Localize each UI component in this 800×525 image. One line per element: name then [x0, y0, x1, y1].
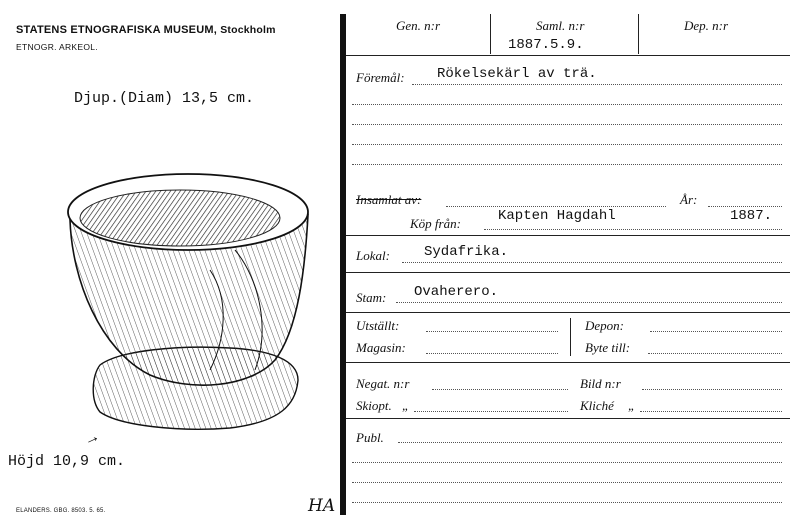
saml-nr-value: 1887.5.9.	[508, 37, 584, 53]
byte-label: Byte till:	[585, 340, 631, 355]
insamlat-dots	[446, 206, 666, 207]
arrow-icon: →	[80, 427, 103, 450]
rule-3	[346, 272, 790, 273]
printer-imprint: ELANDERS. GBG. 8503. 5. 65.	[16, 508, 106, 514]
gen-nr-label: Gen. n:r	[396, 18, 441, 33]
foremal-dots	[412, 84, 782, 85]
rule-2	[346, 235, 790, 236]
lokal-dots	[402, 262, 782, 263]
bowl-illustration	[60, 160, 320, 440]
dep-nr-label: Dep. n:r	[684, 18, 729, 33]
byte-dots	[648, 353, 782, 354]
rule-1	[346, 55, 790, 56]
card-divider	[340, 14, 346, 515]
publ-row-4	[352, 502, 782, 503]
rule-5	[346, 362, 790, 363]
dots-row-1	[352, 104, 782, 105]
header-divider-1	[490, 14, 491, 54]
stam-label: Stam:	[356, 290, 387, 305]
kop-year: 1887.	[730, 208, 773, 224]
dots-row-3	[352, 144, 782, 145]
foremal-label: Föremål:	[356, 70, 405, 85]
museum-name-text: STATENS ETNOGRAFISKA MUSEUM,	[16, 24, 217, 36]
dots-row-4	[352, 164, 782, 165]
lokal-label: Lokal:	[356, 248, 390, 263]
publ-row-3	[352, 482, 782, 483]
rule-4	[346, 312, 790, 313]
publ-label: Publ.	[356, 430, 384, 445]
magasin-label: Magasin:	[356, 340, 406, 355]
depon-label: Depon:	[585, 318, 624, 333]
depon-dots	[650, 331, 782, 332]
publ-row-2	[352, 462, 782, 463]
dots-row-2	[352, 124, 782, 125]
depth-measurement: Djup.(Diam) 13,5 cm.	[74, 90, 255, 107]
kop-dots	[484, 229, 782, 230]
bild-dots	[642, 389, 782, 390]
height-measurement: Höjd 10,9 cm.	[8, 453, 126, 470]
insamlat-label: Insamlat av:	[356, 192, 422, 207]
foremal-value: Rökelsekärl av trä.	[437, 66, 597, 82]
museum-city: Stockholm	[220, 24, 276, 36]
ar-dots	[708, 206, 782, 207]
kliche-dots	[640, 411, 782, 412]
publ-dots	[398, 442, 782, 443]
department-label: ETNOGR. ARKEOL.	[16, 42, 98, 52]
kop-value: Kapten Hagdahl	[498, 208, 616, 224]
ar-label: År:	[680, 192, 698, 207]
bild-label: Bild n:r	[580, 376, 621, 391]
skiopt-dots	[414, 411, 568, 412]
skiopt-ditto: „	[402, 398, 410, 413]
rule-6	[346, 418, 790, 419]
handwritten-initials: HA	[308, 496, 336, 516]
stam-dots	[396, 302, 782, 303]
stam-value: Ovaherero.	[414, 284, 499, 300]
negat-dots	[432, 389, 568, 390]
kop-label: Köp från:	[410, 216, 461, 231]
kliche-label: Kliché	[580, 398, 614, 413]
kliche-ditto: „	[628, 398, 636, 413]
skiopt-label: Skiopt.	[356, 398, 392, 413]
utstallt-dots	[426, 331, 558, 332]
utstallt-label: Utställt:	[356, 318, 400, 333]
storage-divider	[570, 318, 571, 356]
museum-name	[16, 24, 276, 36]
magasin-dots	[426, 353, 558, 354]
negat-label: Negat. n:r	[356, 376, 410, 391]
header-divider-2	[638, 14, 639, 54]
lokal-value: Sydafrika.	[424, 244, 509, 260]
saml-nr-label: Saml. n:r	[536, 18, 585, 33]
